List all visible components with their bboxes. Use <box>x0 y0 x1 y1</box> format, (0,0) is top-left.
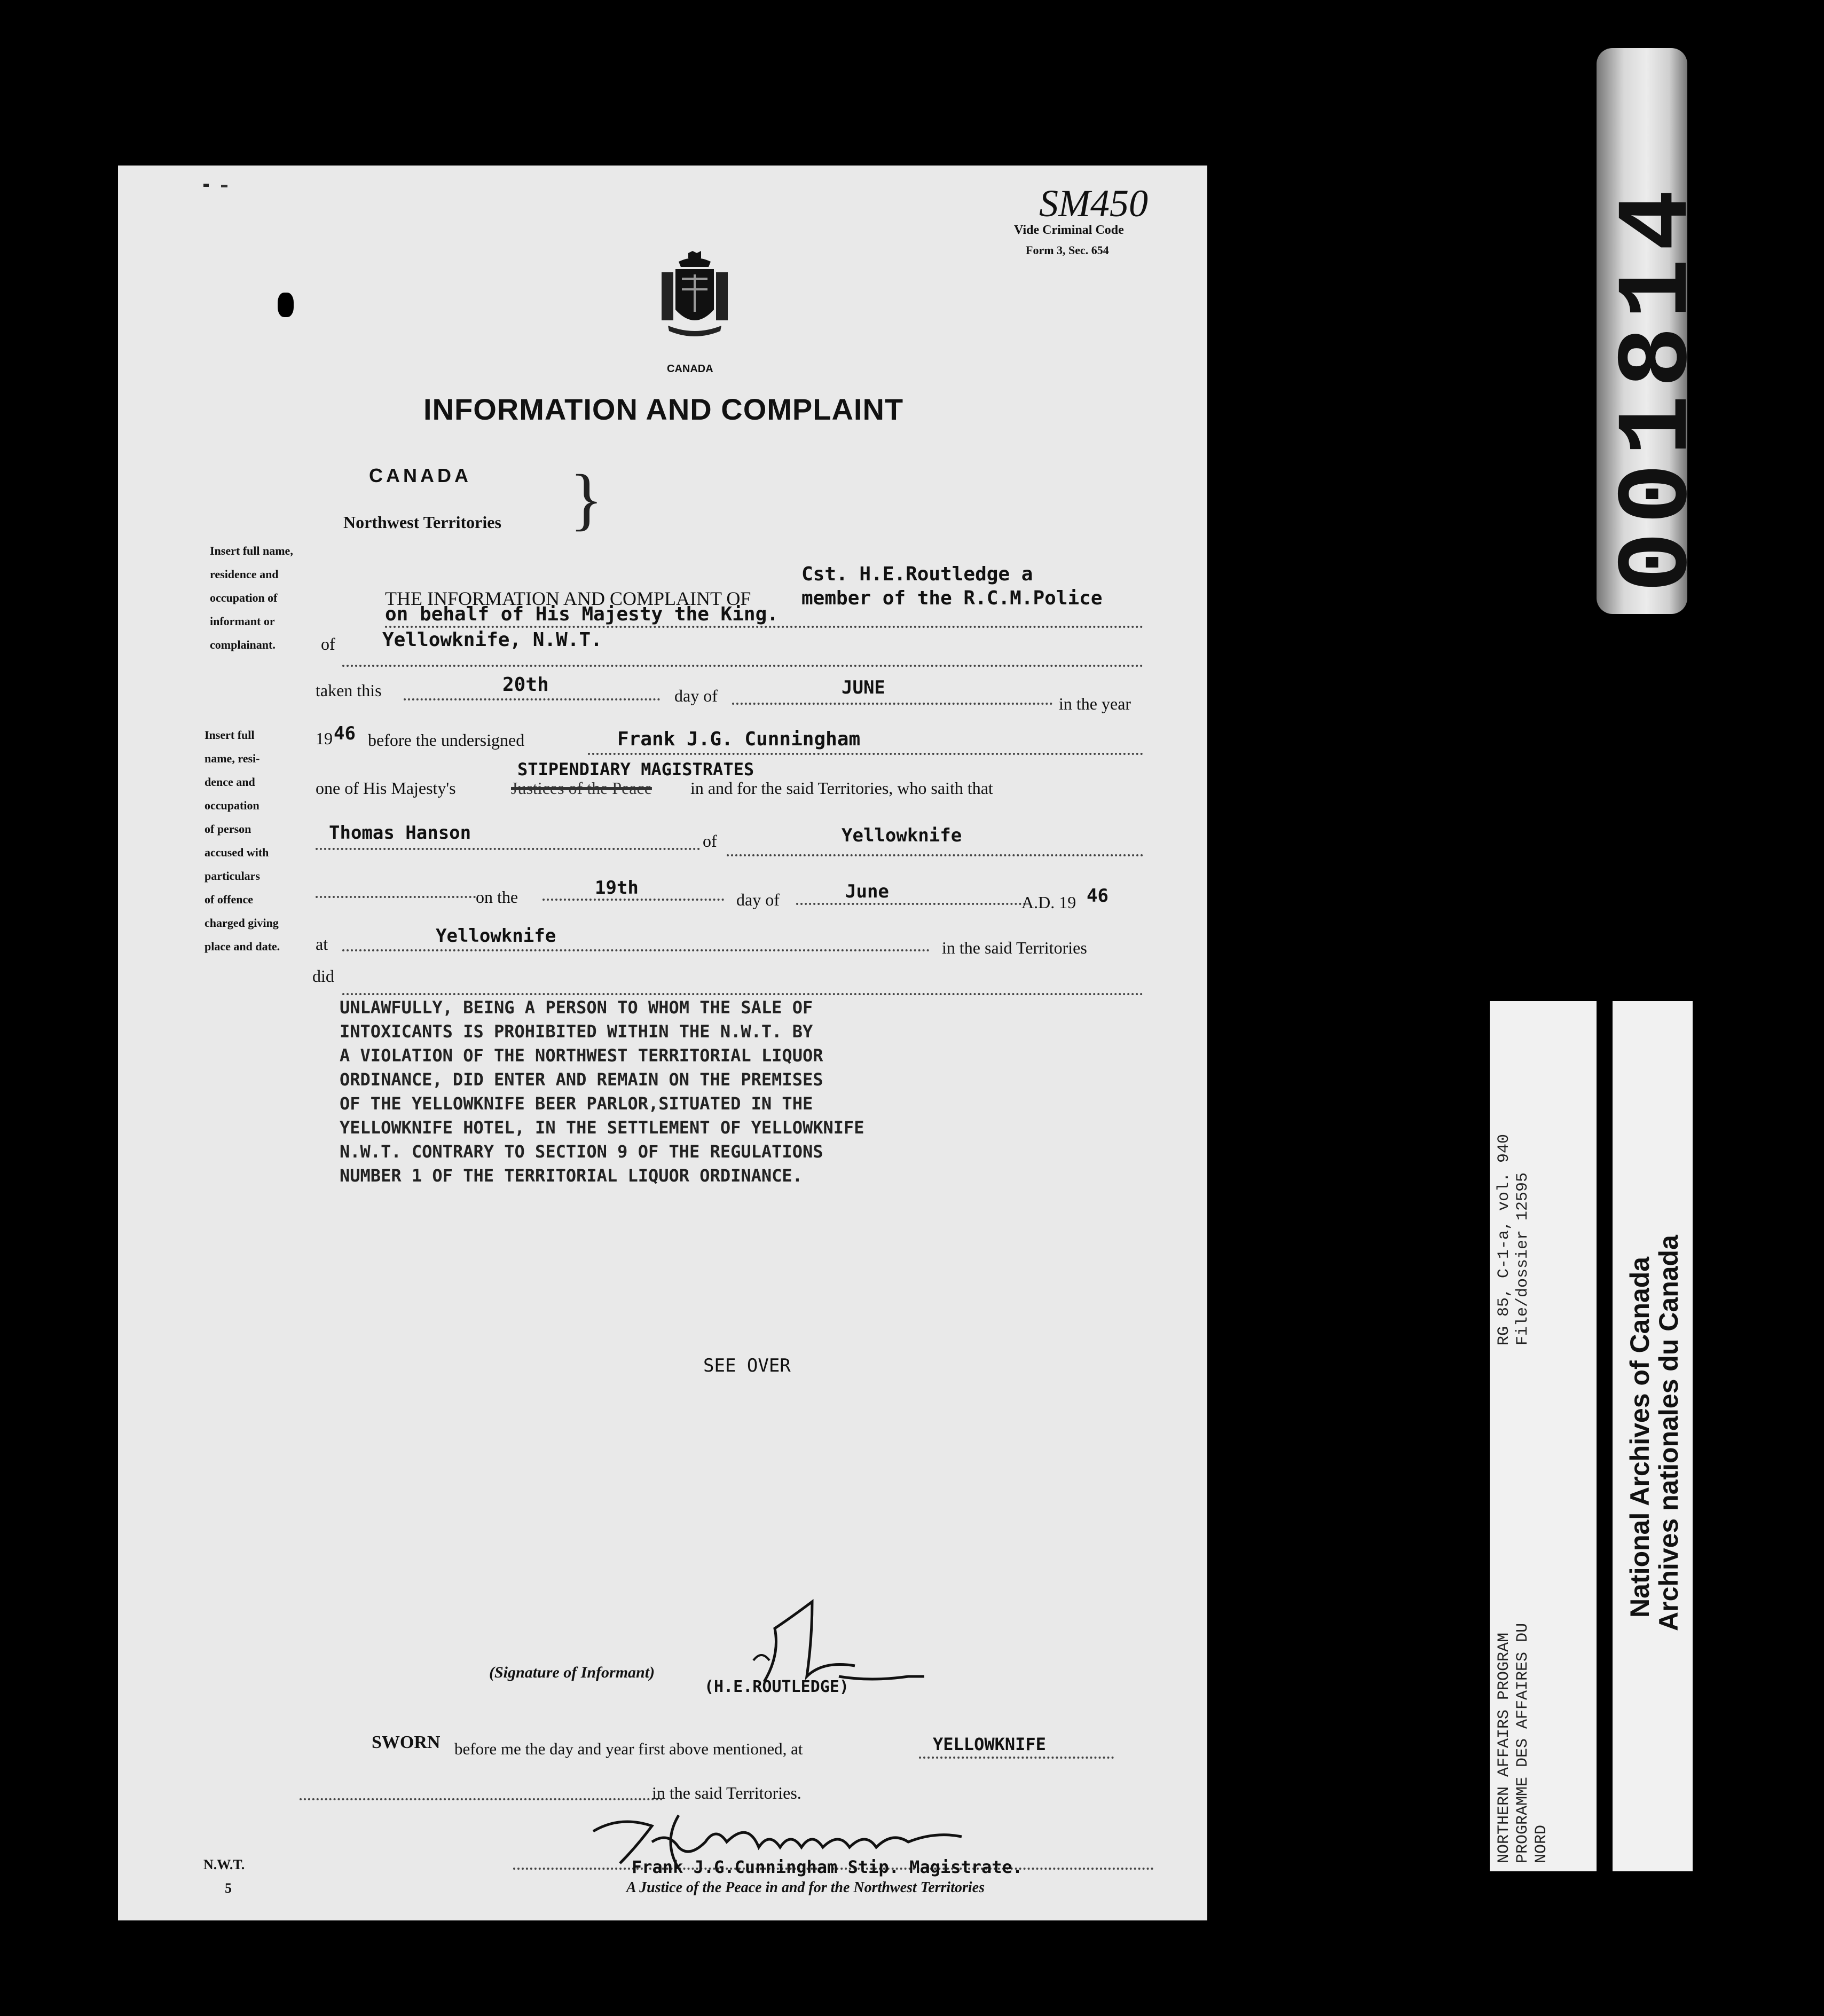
informant-line2: member of the R.C.M.Police <box>801 587 1103 609</box>
in-said-territories-label: in the said Territories <box>942 938 1087 957</box>
form-ref-line1: Vide Criminal Code <box>1014 223 1124 237</box>
sworn-text: before me the day and year first above mentioned, at <box>454 1739 803 1758</box>
dotted-line <box>404 698 660 700</box>
archive-program-fr: PROGRAMME DES AFFAIRES DU <box>1514 1623 1532 1863</box>
dotted-line <box>543 899 724 901</box>
archive-name-en: National Archives of Canada <box>1625 1256 1655 1618</box>
in-and-for-label: in and for the said Territories, who saith that <box>690 778 993 798</box>
signature-label: (Signature of Informant) <box>489 1664 655 1681</box>
offence-line: INTOXICANTS IS PROHIBITED WITHIN THE N.W.T. BY <box>340 1021 813 1042</box>
justice-caption: A Justice of the Peace in and for the Northwest Territories <box>626 1879 985 1896</box>
dotted-line <box>588 753 1143 755</box>
document-page <box>118 166 1207 1920</box>
struck-title: Justices of the Peace <box>511 778 652 798</box>
margin-note-line: place and date. <box>205 940 280 953</box>
dotted-line <box>919 1757 1114 1759</box>
jurisdiction-canada: CANADA <box>369 464 471 486</box>
see-over-note: SEE OVER <box>703 1355 791 1376</box>
dotted-line <box>342 949 930 951</box>
form-number: 5 <box>225 1880 232 1896</box>
magistrate-name: Frank J.G. Cunningham <box>617 728 861 750</box>
justice-typed-name: Frank J.G.Cunningham Stip. Magistrate. <box>632 1857 1023 1877</box>
margin-note-line: occupation <box>205 799 260 812</box>
ink-blot <box>278 293 294 317</box>
offence-line: NUMBER 1 OF THE TERRITORIAL LIQUOR ORDINANCE. <box>340 1166 803 1186</box>
label-card-divider <box>1597 1001 1613 1871</box>
archive-program-fr2: NORD <box>1532 1824 1551 1863</box>
in-the-year-label: in the year <box>1059 694 1131 713</box>
offence-line: OF THE YELLOWKNIFE BEER PARLOR,SITUATED IN THE <box>340 1093 813 1114</box>
ink-speck <box>221 185 227 187</box>
taken-year: 46 <box>334 723 356 744</box>
offence-day: 19th <box>595 877 639 899</box>
year-prefix: 19 <box>316 729 333 748</box>
offence-line: YELLOWKNIFE HOTEL, IN THE SETTLEMENT OF YELLOWKNIFE <box>340 1117 864 1138</box>
page-title: INFORMATION AND COMPLAINT <box>423 392 904 426</box>
margin-note-line: occupation of <box>210 591 278 604</box>
offence-line: ORDINANCE, DID ENTER AND REMAIN ON THE PREMISES <box>340 1069 823 1090</box>
offence-text-block <box>340 996 864 1188</box>
archive-file: File/dossier 12595 <box>1514 1172 1532 1345</box>
at-label: at <box>316 934 328 954</box>
margin-note-line: particulars <box>205 869 260 883</box>
dotted-line <box>342 993 1143 995</box>
offence-place: Yellowknife <box>436 925 556 947</box>
margin-note-line: complainant. <box>210 638 276 651</box>
offence-line: UNLAWFULLY, BEING A PERSON TO WHOM THE SALE OF <box>340 997 813 1018</box>
offence-line: A VIOLATION OF THE NORTHWEST TERRITORIAL LIQUOR <box>340 1045 823 1066</box>
dotted-line <box>300 1798 663 1800</box>
accused-residence: Yellowknife <box>842 825 962 846</box>
form-number-nwt: N.W.T. <box>203 1857 245 1872</box>
margin-note-line: accused with <box>205 846 269 859</box>
margin-note-informant <box>210 539 327 657</box>
margin-note-line: of person <box>205 822 251 836</box>
frame-number: 001814 <box>1602 182 1717 593</box>
archive-name-fr: Archives nationales du Canada <box>1654 1235 1684 1631</box>
did-label: did <box>312 966 334 986</box>
jurisdiction-brace: } <box>570 461 603 538</box>
margin-note-line: Insert full <box>205 728 255 742</box>
margin-note-line: charged giving <box>205 916 279 930</box>
margin-note-line: name, resi- <box>205 752 260 765</box>
jurisdiction-nwt: Northwest Territories <box>343 513 501 532</box>
dotted-line <box>727 854 1143 856</box>
form-code-handwritten: SM450 <box>1039 182 1148 225</box>
margin-note-line: of offence <box>205 893 254 906</box>
form-ref-line2: Form 3, Sec. 654 <box>1026 243 1109 257</box>
coat-of-arms-icon <box>657 251 732 347</box>
offence-line: N.W.T. CONTRARY TO SECTION 9 OF THE REGULATIONS <box>340 1141 823 1162</box>
day-of-label: day of <box>674 686 718 705</box>
archive-program-en: NORTHERN AFFAIRS PROGRAM <box>1495 1632 1513 1863</box>
day-of-label: day of <box>736 890 780 909</box>
margin-note-line: Insert full name, <box>210 544 293 557</box>
dotted-line <box>316 896 476 898</box>
margin-note-line: dence and <box>205 775 255 789</box>
information-label: THE INFORMATION AND COMPLAINT OF <box>385 588 751 609</box>
dotted-line <box>385 626 1143 628</box>
offence-month: June <box>845 881 889 902</box>
magistrate-title: STIPENDIARY MAGISTRATES <box>517 759 754 779</box>
taken-month: JUNE <box>842 677 885 698</box>
margin-note-line: informant or <box>210 615 275 628</box>
offence-year: 46 <box>1087 885 1108 907</box>
margin-note-line: residence and <box>210 568 279 581</box>
taken-this-label: taken this <box>316 681 382 700</box>
of-label: of <box>321 634 335 653</box>
informant-line1: Cst. H.E.Routledge a <box>801 563 1033 585</box>
dotted-line <box>316 848 700 850</box>
ink-speck <box>203 184 209 187</box>
his-majesty-label: one of His Majesty's <box>316 778 456 798</box>
informant-line3: on behalf of His Majesty the King. <box>385 603 779 625</box>
sworn-word: SWORN <box>372 1732 441 1752</box>
margin-note-accused <box>205 723 322 958</box>
dotted-line <box>342 665 1143 667</box>
of-label: of <box>703 831 717 850</box>
sworn-in-territories: in the said Territories. <box>652 1783 801 1802</box>
dotted-line <box>796 903 1026 905</box>
sworn-place: YELLOWKNIFE <box>933 1734 1046 1754</box>
archive-reference: RG 85, C-1-a, vol. 940 <box>1495 1133 1513 1345</box>
taken-day: 20th <box>502 674 549 696</box>
informant-typed-name: (H.E.ROUTLEDGE) <box>704 1678 849 1696</box>
coat-of-arms-caption: CANADA <box>667 363 713 375</box>
before-undersigned-label: before the undersigned <box>368 730 525 750</box>
informant-residence: Yellowknife, N.W.T. <box>382 629 602 651</box>
on-the-label: on the <box>476 887 518 907</box>
ad-label: A.D. 19 <box>1021 893 1076 912</box>
accused-name: Thomas Hanson <box>329 822 471 844</box>
dotted-line <box>732 703 1052 705</box>
